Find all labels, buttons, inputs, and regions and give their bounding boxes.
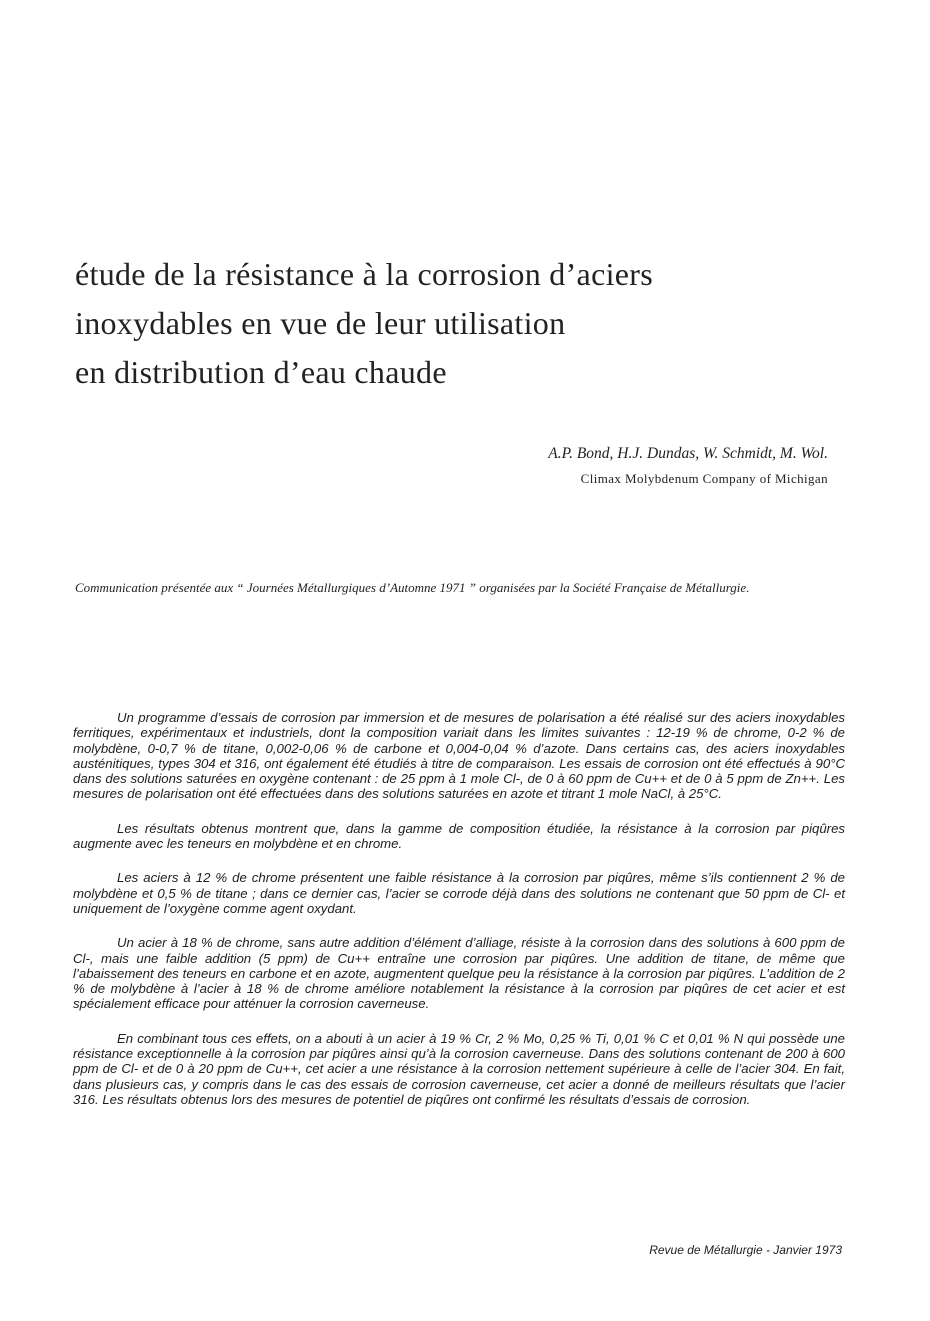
- abstract-paragraph: Un acier à 18 % de chrome, sans autre addition d’élément d’alliage, résiste à la corrosion dans des solutions à 600 ppm de Cl-, mais une faible addition (5 ppm) de Cu++ entraîne une corrosion par piqûres. Une addition de titane, de même que l’abaissement des teneurs en carbone et en azote, augmentent quelque peu la résistance à la corrosion par piqûres. L’addition de 2 % de molybdène à l’acier à 18 % de chrome améliore notablement la résistance à la corrosion par piqûres de cet acier et est spécialement efficace pour atténuer la corrosion caverneuse.: [73, 935, 845, 1012]
- abstract-paragraph: Les aciers à 12 % de chrome présentent une faible résistance à la corrosion par piqûres, même s’ils contiennent 2 % de molybdène et 0,5 % de titane ; dans ce dernier cas, l’acier se corrode déjà dans des solutions ne contenant que 50 ppm de Cl- et uniquement de l’oxygène comme agent oxydant.: [73, 870, 845, 916]
- title-line-2: inoxydables en vue de leur utilisation: [75, 305, 566, 341]
- abstract-paragraph: Un programme d’essais de corrosion par immersion et de mesures de polarisation a été réalisé sur des aciers inoxydables ferritiques, expérimentaux et industriels, dont la composition variait dans les limites suivantes : 12-19 % de chrome, 0-2 % de molybdène, 0-0,7 % de titane, 0,002-0,06 % de carbone et 0,004-0,04 % d’azote. Dans certains cas, des aciers inoxydables austénitiques, types 304 et 316, ont également été étudiés à titre de comparaison. Les essais de corrosion ont été effectués à 90°C dans des solutions saturées en oxygène contenant : de 25 ppm à 1 mole Cl-, de 0 à 60 ppm de Cu++ et de 0 à 5 ppm de Zn++. Les mesures de polarisation ont été effectuées dans des solutions saturées en azote et titrant 1 mole NaCl, à 25°C.: [73, 710, 845, 802]
- abstract: [73, 710, 845, 1126]
- author-list: A.P. Bond, H.J. Dundas, W. Schmidt, M. Wol.: [548, 445, 828, 462]
- author-affiliation: Climax Molybdenum Company of Michigan: [580, 471, 828, 486]
- article-title: [75, 250, 865, 397]
- abstract-paragraph: Les résultats obtenus montrent que, dans la gamme de composition étudiée, la résistance à la corrosion par piqûres augmente avec les teneurs en molybdène et en chrome.: [73, 820, 845, 852]
- title-line-1: étude de la résistance à la corrosion d’aciers: [75, 256, 653, 292]
- title-line-3: en distribution d’eau chaude: [75, 354, 447, 390]
- journal-footer: Revue de Métallurgie - Janvier 1973: [649, 1243, 842, 1257]
- communication-note: Communication présentée aux “ Journées Métallurgiques d’Automne 1971 ” organisées par la Société Française de Métallurgie.: [75, 580, 750, 595]
- abstract-paragraph: En combinant tous ces effets, on a abouti à un acier à 19 % Cr, 2 % Mo, 0,25 % Ti, 0,01 % C et 0,01 % N qui possède une résistance exceptionnelle à la corrosion par piqûres ainsi qu’à la corrosion caverneuse. Dans des solutions contenant de 200 à 600 ppm de Cl- et de 0 à 20 ppm de Cu++, cet acier a une résistance à la corrosion nettement supérieure à celle de l’acier 304. En fait, dans plusieurs cas, y compris dans le cas des essais de corrosion caverneuse, cet acier a donné de meilleurs résultats que l’acier 316. Les résultats obtenus lors des mesures de potentiel de piqûres ont confirmé les résultats d’essais de corrosion.: [73, 1030, 845, 1107]
